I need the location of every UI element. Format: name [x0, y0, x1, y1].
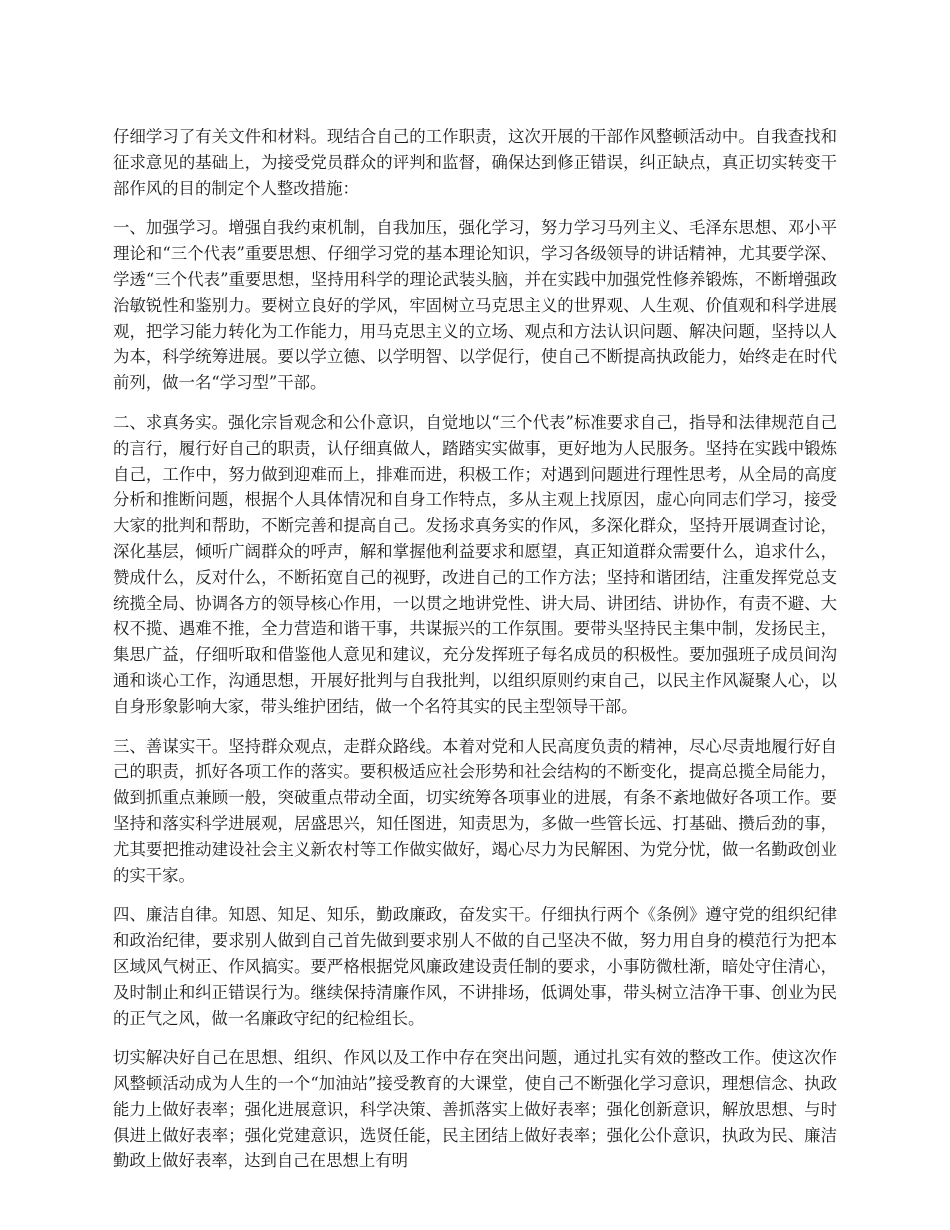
- closing-paragraph: 切实解决好自己在思想、组织、作风以及工作中存在突出问题，通过扎实有效的整改工作。使这次作风整顿活动成为人生的一个“加油站”接受教育的大课堂，使自己不断强化学习意识，理想信念、执政能力上做好表率；强化进展意识，科学决策、善抓落实上做好表率；强化创新意识，解放思想、与时俱进上做好表率；强化党建意识，选贤任能，民主团结上做好表率；强化公仆意识，执政为民、廉洁勤政上做好表率，达到自己在思想上有明: [113, 1048, 837, 1171]
- section-1-paragraph: 一、加强学习。增强自我约束机制，自我加压，强化学习，努力学习马列主义、毛泽东思想、邓小平理论和“三个代表”重要思想、仔细学习党的基本理论知识，学习各级领导的讲话精神，尤其要学深、学透“三个代表”重要思想，坚持用科学的理论武装头脑，并在实践中加强党性修养锻炼，不断增强政治敏锐性和鉴别力。要树立良好的学风，牢固树立马克思主义的世界观、人生观、价值观和科学进展观，把学习能力转化为工作能力，用马克思主义的立场、观点和方法认识问题、解决问题，坚持以人为本，科学统筹进展。要以学立德、以学明智、以学促行，使自己不断提高执政能力，始终走在时代前列，做一名“学习型”干部。: [113, 218, 837, 393]
- intro-paragraph: 仔细学习了有关文件和材料。现结合自己的工作职责，这次开展的干部作风整顿活动中。自我查找和征求意见的基础上，为接受党员群众的评判和监督，确保达到修正错误，纠正缺点，真正切实转变干部作风的目的制定个人整改措施：: [113, 127, 837, 198]
- document-body: [113, 124, 837, 1188]
- section-3-paragraph: 三、善谋实干。坚持群众观点，走群众路线。本着对党和人民高度负责的精神，尽心尽责地履行好自己的职责，抓好各项工作的落实。要积极适应社会形势和社会结构的不断变化，提高总揽全局能力，做到抓重点兼顾一般，突破重点带动全面，切实统筹各项事业的进展，有条不紊地做好各项工作。要坚持和落实科学进展观，居盛思兴，知任图进，知责思为，多做一些管长远、打基础、攒后劲的事，尤其要把推动建设社会主义新农村等工作做实做好，竭心尽力为民解困、为党分忧，做一名勤政创业的实干家。: [113, 736, 837, 885]
- section-2-paragraph: 二、求真务实。强化宗旨观念和公仆意识，自觉地以“三个代表”标准要求自己，指导和法律规范自己的言行，履行好自己的职责，认仔细真做人，踏踏实实做事，更好地为人民服务。坚持在实践中锻炼自己，工作中，努力做到迎难而上，排难而进，积极工作；对遇到问题进行理性思考，从全局的高度分析和推断问题，根据个人具体情况和自身工作特点，多从主观上找原因，虚心向同志们学习，接受大家的批判和帮助，不断完善和提高自己。发扬求真务实的作风，多深化群众，坚持开展调查讨论，深化基层，倾听广阔群众的呼声，解和掌握他利益要求和愿望，真正知道群众需要什么，追求什么，赞成什么，反对什么，不断拓宽自己的视野，改进自己的工作方法；坚持和谐团结，注重发挥党总支统揽全局、协调各方的领导核心作用，一以贯之地讲党性、讲大局、讲团结、讲协作，有责不避、大权不揽、遇难不推，全力营造和谐干事，共谋振兴的工作氛围。要带头坚持民主集中制，发扬民主，集思广益，仔细听取和借鉴他人意见和建议，充分发挥班子每名成员的积极性。要加强班子成员间沟通和谈心工作，沟通思想，开展好批判与自我批判，以组织原则约束自己，以民主作风凝聚人心，以自身形象影响大家，带头维护团结，做一个名符其实的民主型领导干部。: [113, 412, 837, 716]
- section-4-paragraph: 四、廉洁自律。知恩、知足、知乐，勤政廉政，奋发实干。仔细执行两个《条例》遵守党的组织纪律和政治纪律，要求别人做到自己首先做到要求别人不做的自己坚决不做，努力用自身的模范行为把本区域风气树正、作风搞实。要严格根据党风廉政建设责任制的要求，小事防微杜渐，暗处守住清心，及时制止和纠正错误行为。继续保持清廉作风，不讲排场，低调处事，带头树立洁净干事、创业为民的正气之风，做一名廉政守纪的纪检组长。: [113, 905, 837, 1028]
